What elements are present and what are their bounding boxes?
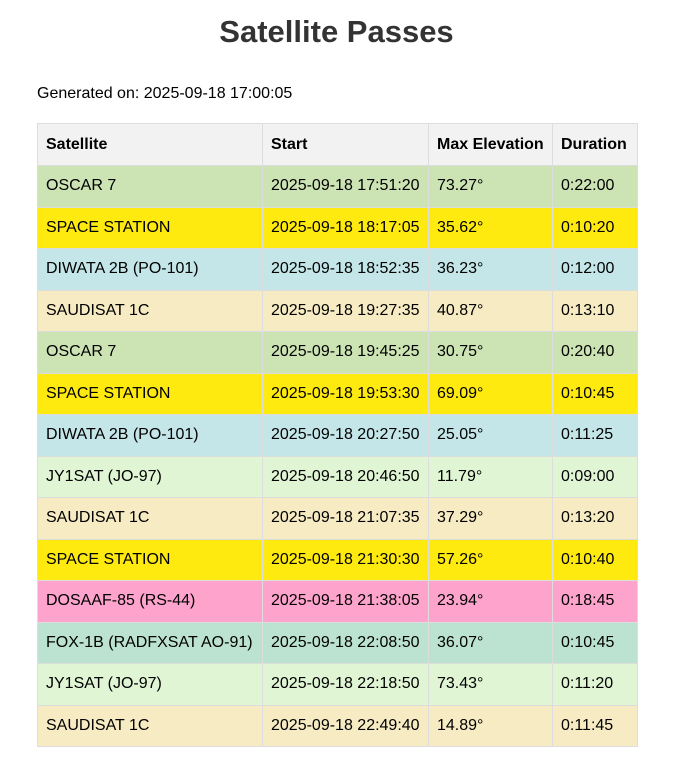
table-row [38, 290, 638, 332]
table-row [38, 332, 638, 374]
table-row [38, 166, 638, 208]
cell-duration: 0:10:40 [553, 539, 638, 581]
cell-satellite: SAUDISAT 1C [38, 705, 263, 747]
cell-max-elevation: 73.27° [429, 166, 553, 208]
cell-satellite: SPACE STATION [38, 539, 263, 581]
cell-start: 2025-09-18 20:27:50 [263, 415, 429, 457]
table-row [38, 415, 638, 457]
cell-start: 2025-09-18 17:51:20 [263, 166, 429, 208]
cell-start: 2025-09-18 22:18:50 [263, 664, 429, 706]
cell-duration: 0:11:45 [553, 705, 638, 747]
cell-duration: 0:13:20 [553, 498, 638, 540]
cell-start: 2025-09-18 21:07:35 [263, 498, 429, 540]
cell-start: 2025-09-18 19:27:35 [263, 290, 429, 332]
cell-satellite: DIWATA 2B (PO-101) [38, 415, 263, 457]
cell-max-elevation: 14.89° [429, 705, 553, 747]
cell-satellite: DIWATA 2B (PO-101) [38, 249, 263, 291]
cell-max-elevation: 36.23° [429, 249, 553, 291]
cell-max-elevation: 37.29° [429, 498, 553, 540]
cell-satellite: JY1SAT (JO-97) [38, 456, 263, 498]
table-row [38, 249, 638, 291]
cell-max-elevation: 11.79° [429, 456, 553, 498]
cell-satellite: SAUDISAT 1C [38, 290, 263, 332]
cell-duration: 0:20:40 [553, 332, 638, 374]
cell-start: 2025-09-18 22:08:50 [263, 622, 429, 664]
cell-start: 2025-09-18 21:30:30 [263, 539, 429, 581]
cell-satellite: SPACE STATION [38, 207, 263, 249]
column-header-satellite: Satellite [38, 124, 263, 166]
cell-start: 2025-09-18 22:49:40 [263, 705, 429, 747]
cell-satellite: OSCAR 7 [38, 166, 263, 208]
cell-satellite: SAUDISAT 1C [38, 498, 263, 540]
column-header-start: Start [263, 124, 429, 166]
cell-duration: 0:11:25 [553, 415, 638, 457]
table-row [38, 207, 638, 249]
cell-start: 2025-09-18 18:52:35 [263, 249, 429, 291]
cell-max-elevation: 23.94° [429, 581, 553, 623]
cell-max-elevation: 35.62° [429, 207, 553, 249]
page-title: Satellite Passes [219, 14, 454, 49]
table-row [38, 498, 638, 540]
cell-duration: 0:12:00 [553, 249, 638, 291]
cell-duration: 0:18:45 [553, 581, 638, 623]
cell-max-elevation: 40.87° [429, 290, 553, 332]
cell-duration: 0:10:45 [553, 373, 638, 415]
table-row [38, 581, 638, 623]
cell-duration: 0:11:20 [553, 664, 638, 706]
table-row [38, 622, 638, 664]
table-row [38, 539, 638, 581]
cell-max-elevation: 69.09° [429, 373, 553, 415]
cell-satellite: SPACE STATION [38, 373, 263, 415]
table-body [38, 166, 638, 747]
column-header-duration: Duration [553, 124, 638, 166]
cell-duration: 0:22:00 [553, 166, 638, 208]
column-header-max-elevation: Max Elevation [429, 124, 553, 166]
cell-duration: 0:09:00 [553, 456, 638, 498]
table-row [38, 664, 638, 706]
cell-satellite: FOX-1B (RADFXSAT AO-91) [38, 622, 263, 664]
generated-timestamp: Generated on: 2025-09-18 17:00:05 [37, 85, 293, 102]
table-header-row [38, 124, 638, 166]
cell-max-elevation: 57.26° [429, 539, 553, 581]
table-row [38, 705, 638, 747]
cell-duration: 0:13:10 [553, 290, 638, 332]
cell-start: 2025-09-18 18:17:05 [263, 207, 429, 249]
cell-duration: 0:10:20 [553, 207, 638, 249]
cell-start: 2025-09-18 21:38:05 [263, 581, 429, 623]
cell-max-elevation: 25.05° [429, 415, 553, 457]
cell-start: 2025-09-18 20:46:50 [263, 456, 429, 498]
passes-table [37, 123, 638, 747]
cell-max-elevation: 73.43° [429, 664, 553, 706]
table-row [38, 373, 638, 415]
cell-start: 2025-09-18 19:45:25 [263, 332, 429, 374]
table-row [38, 456, 638, 498]
cell-max-elevation: 30.75° [429, 332, 553, 374]
cell-satellite: OSCAR 7 [38, 332, 263, 374]
cell-max-elevation: 36.07° [429, 622, 553, 664]
cell-duration: 0:10:45 [553, 622, 638, 664]
cell-satellite: DOSAAF-85 (RS-44) [38, 581, 263, 623]
cell-start: 2025-09-18 19:53:30 [263, 373, 429, 415]
cell-satellite: JY1SAT (JO-97) [38, 664, 263, 706]
